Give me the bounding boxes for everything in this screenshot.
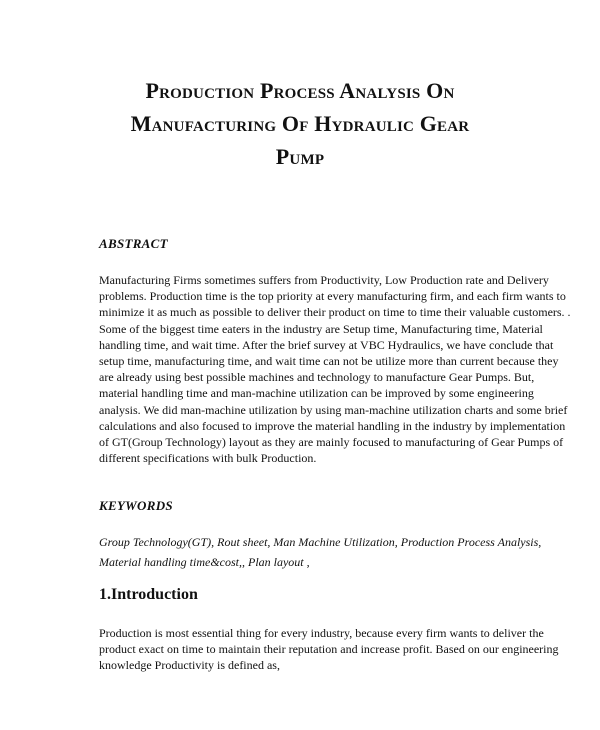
keywords-body (99, 532, 542, 572)
keywords-line: Material handling time&cost,, Plan layout , (99, 555, 310, 569)
introduction-line: knowledge Productivity is defined as, (99, 658, 280, 673)
title-line-2: Manufacturing Of Hydraulic Gear (130, 111, 470, 136)
abstract-line: problems. Production time is the top priority at every manufacturing firm, and each firm wants to (99, 289, 566, 304)
keywords-line: Group Technology(GT), Rout sheet, Man Machine Utilization, Production Process Analysis, (99, 535, 542, 549)
abstract-line: different specifications with bulk Production. (99, 451, 317, 466)
abstract-line: Some of the biggest time eaters in the industry are Setup time, Manufacturing time, Material (99, 321, 543, 336)
abstract-line: minimize it as much as possible to deliver their product on time to time their valuable customers. . (99, 305, 571, 320)
introduction-body (99, 625, 559, 674)
abstract-body (99, 272, 571, 466)
paper-title (60, 74, 540, 173)
abstract-line: material handling time and man-machine utilization can be improved by some engineering (99, 386, 534, 401)
introduction-line: Production is most essential thing for every industry, because every firm wants to deliver the (99, 626, 544, 640)
introduction-heading: 1.Introduction (99, 586, 198, 603)
title-line-3: Pump (275, 144, 325, 169)
abstract-line: Manufacturing Firms sometimes suffers from Productivity, Low Production rate and Delivery (99, 273, 549, 287)
abstract-line: handling time, and wait time. After the brief survey at VBC Hydraulics, we have conclude that (99, 337, 554, 352)
abstract-heading: ABSTRACT (99, 236, 168, 251)
keywords-heading: KEYWORDS (99, 498, 173, 513)
introduction-line: product exact on time to maintain their reputation and increase profit. Based on our engineering (99, 642, 559, 657)
abstract-line: are already using best possible machines and technology to manufacture Gear Pumps. But, (99, 370, 535, 385)
abstract-line: of GT(Group Technology) layout as they are mainly focused to manufacturing of Gear Pumps of (99, 435, 564, 450)
abstract-line: analysis. We did man-machine utilization by using man-machine utilization charts and some brief (99, 402, 568, 417)
abstract-line: calculations and also focused to improve the material handling in the industry by implementation (99, 418, 566, 433)
abstract-line: setup time, manufacturing time, and wait time can not be utilize more than current because they (99, 354, 559, 369)
title-line-1: Production Process Analysis On (145, 78, 455, 103)
